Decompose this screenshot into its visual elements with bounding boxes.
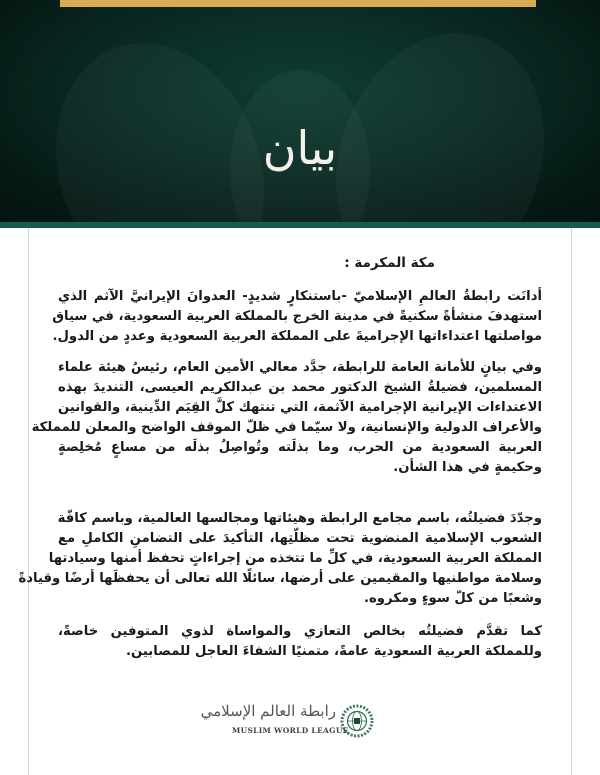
gold-top-bar — [60, 0, 536, 7]
paragraph-1 — [52, 287, 542, 347]
header-banner — [0, 0, 600, 222]
wreath-globe-emblem-icon — [340, 704, 374, 738]
text-line: وحكيمةٍ في هذا الشأن. — [393, 460, 542, 475]
page-title: بيان — [262, 121, 338, 175]
text-line: وجدّدَ فضيلتُه، باسم مجامع الرابطة وهيئاتها ومجالسها العالمية، وباسم كافّة — [57, 511, 542, 526]
header-divider-strip — [0, 222, 600, 228]
text-line: والأعراف الدولية والإنسانية، ولا سيّما في ظلّ الموقف الواضح والمعلن للمملكة — [31, 420, 542, 435]
text-line: وشعبًا من كلّ سوءٍ ومكروه. — [364, 591, 542, 606]
dateline-place: مكة المكرمة : — [344, 255, 435, 271]
text-line: وفي بيانٍ للأمانة العامة للرابطة، جدَّد معالي الأمين العام، رئيسُ هيئة علماء — [58, 360, 542, 375]
text-line: استهدفَ منشأةً سكنيةً في مدينة الخرج بالمملكة العربية السعودية، في سياق — [52, 309, 542, 324]
paragraph-4 — [58, 622, 542, 662]
text-line: أدانَت رابطةُ العالمِ الإسلاميّ -باستنكارٍ شديدٍ- العدوانَ الإيرانيَّ الآثم الذي — [58, 289, 542, 304]
text-line: وللمملكة العربية السعودية عامةً، متمنيًا الشفاءَ العاجل للمصابين. — [126, 644, 542, 659]
muslim-world-league-logo — [200, 700, 378, 745]
text-line: المسلمين، فضيلةُ الشيخ الدكتور محمد بن عبدالكريم العيسى، التنديدَ بهذه — [58, 380, 542, 395]
text-line: الاعتداءات الإيرانية الإجرامية الآثمة، التي تنتهك كلَّ القِيَم الدِّينية، والقوانين — [58, 400, 542, 415]
page-border-right — [571, 228, 572, 775]
paragraph-2 — [31, 358, 542, 478]
text-line: المملكة العربية السعودية، في كلِّ ما تتخذه من إجراءاتٍ تحفظ أمنها وسيادتها — [48, 551, 542, 566]
logo-english-text: MUSLIM WORLD LEAGUE — [232, 726, 349, 735]
text-line: الشعوب الإسلامية المنضوية تحت مظلّتِها، التأكيدَ على التضامنِ الكاملِ مع — [58, 531, 542, 546]
page-border-left — [28, 228, 29, 775]
text-line: مواصلتها اعتداءاتها الإجراميةَ على المملكة العربية السعودية وعددٍ من الدول. — [52, 329, 542, 344]
text-line: كما تقدَّم فضيلتُه بخالص التعازي والمواساة لذوي المتوفين خاصةً، — [58, 624, 542, 639]
text-line: وسلامة مواطنيها والمقيمين على أرضها، سائلًا الله تعالى أن يحفظَها أرضًا وقيادةً — [18, 571, 542, 586]
text-line: العربية السعودية من الحرب، وما بذلَته وتُواصِلُ بذلَه من مساعٍ مُخلِصةٍ — [58, 440, 542, 455]
paragraph-3 — [18, 509, 542, 609]
logo-arabic-text: رابطة العالم الإسلامي — [200, 702, 336, 720]
